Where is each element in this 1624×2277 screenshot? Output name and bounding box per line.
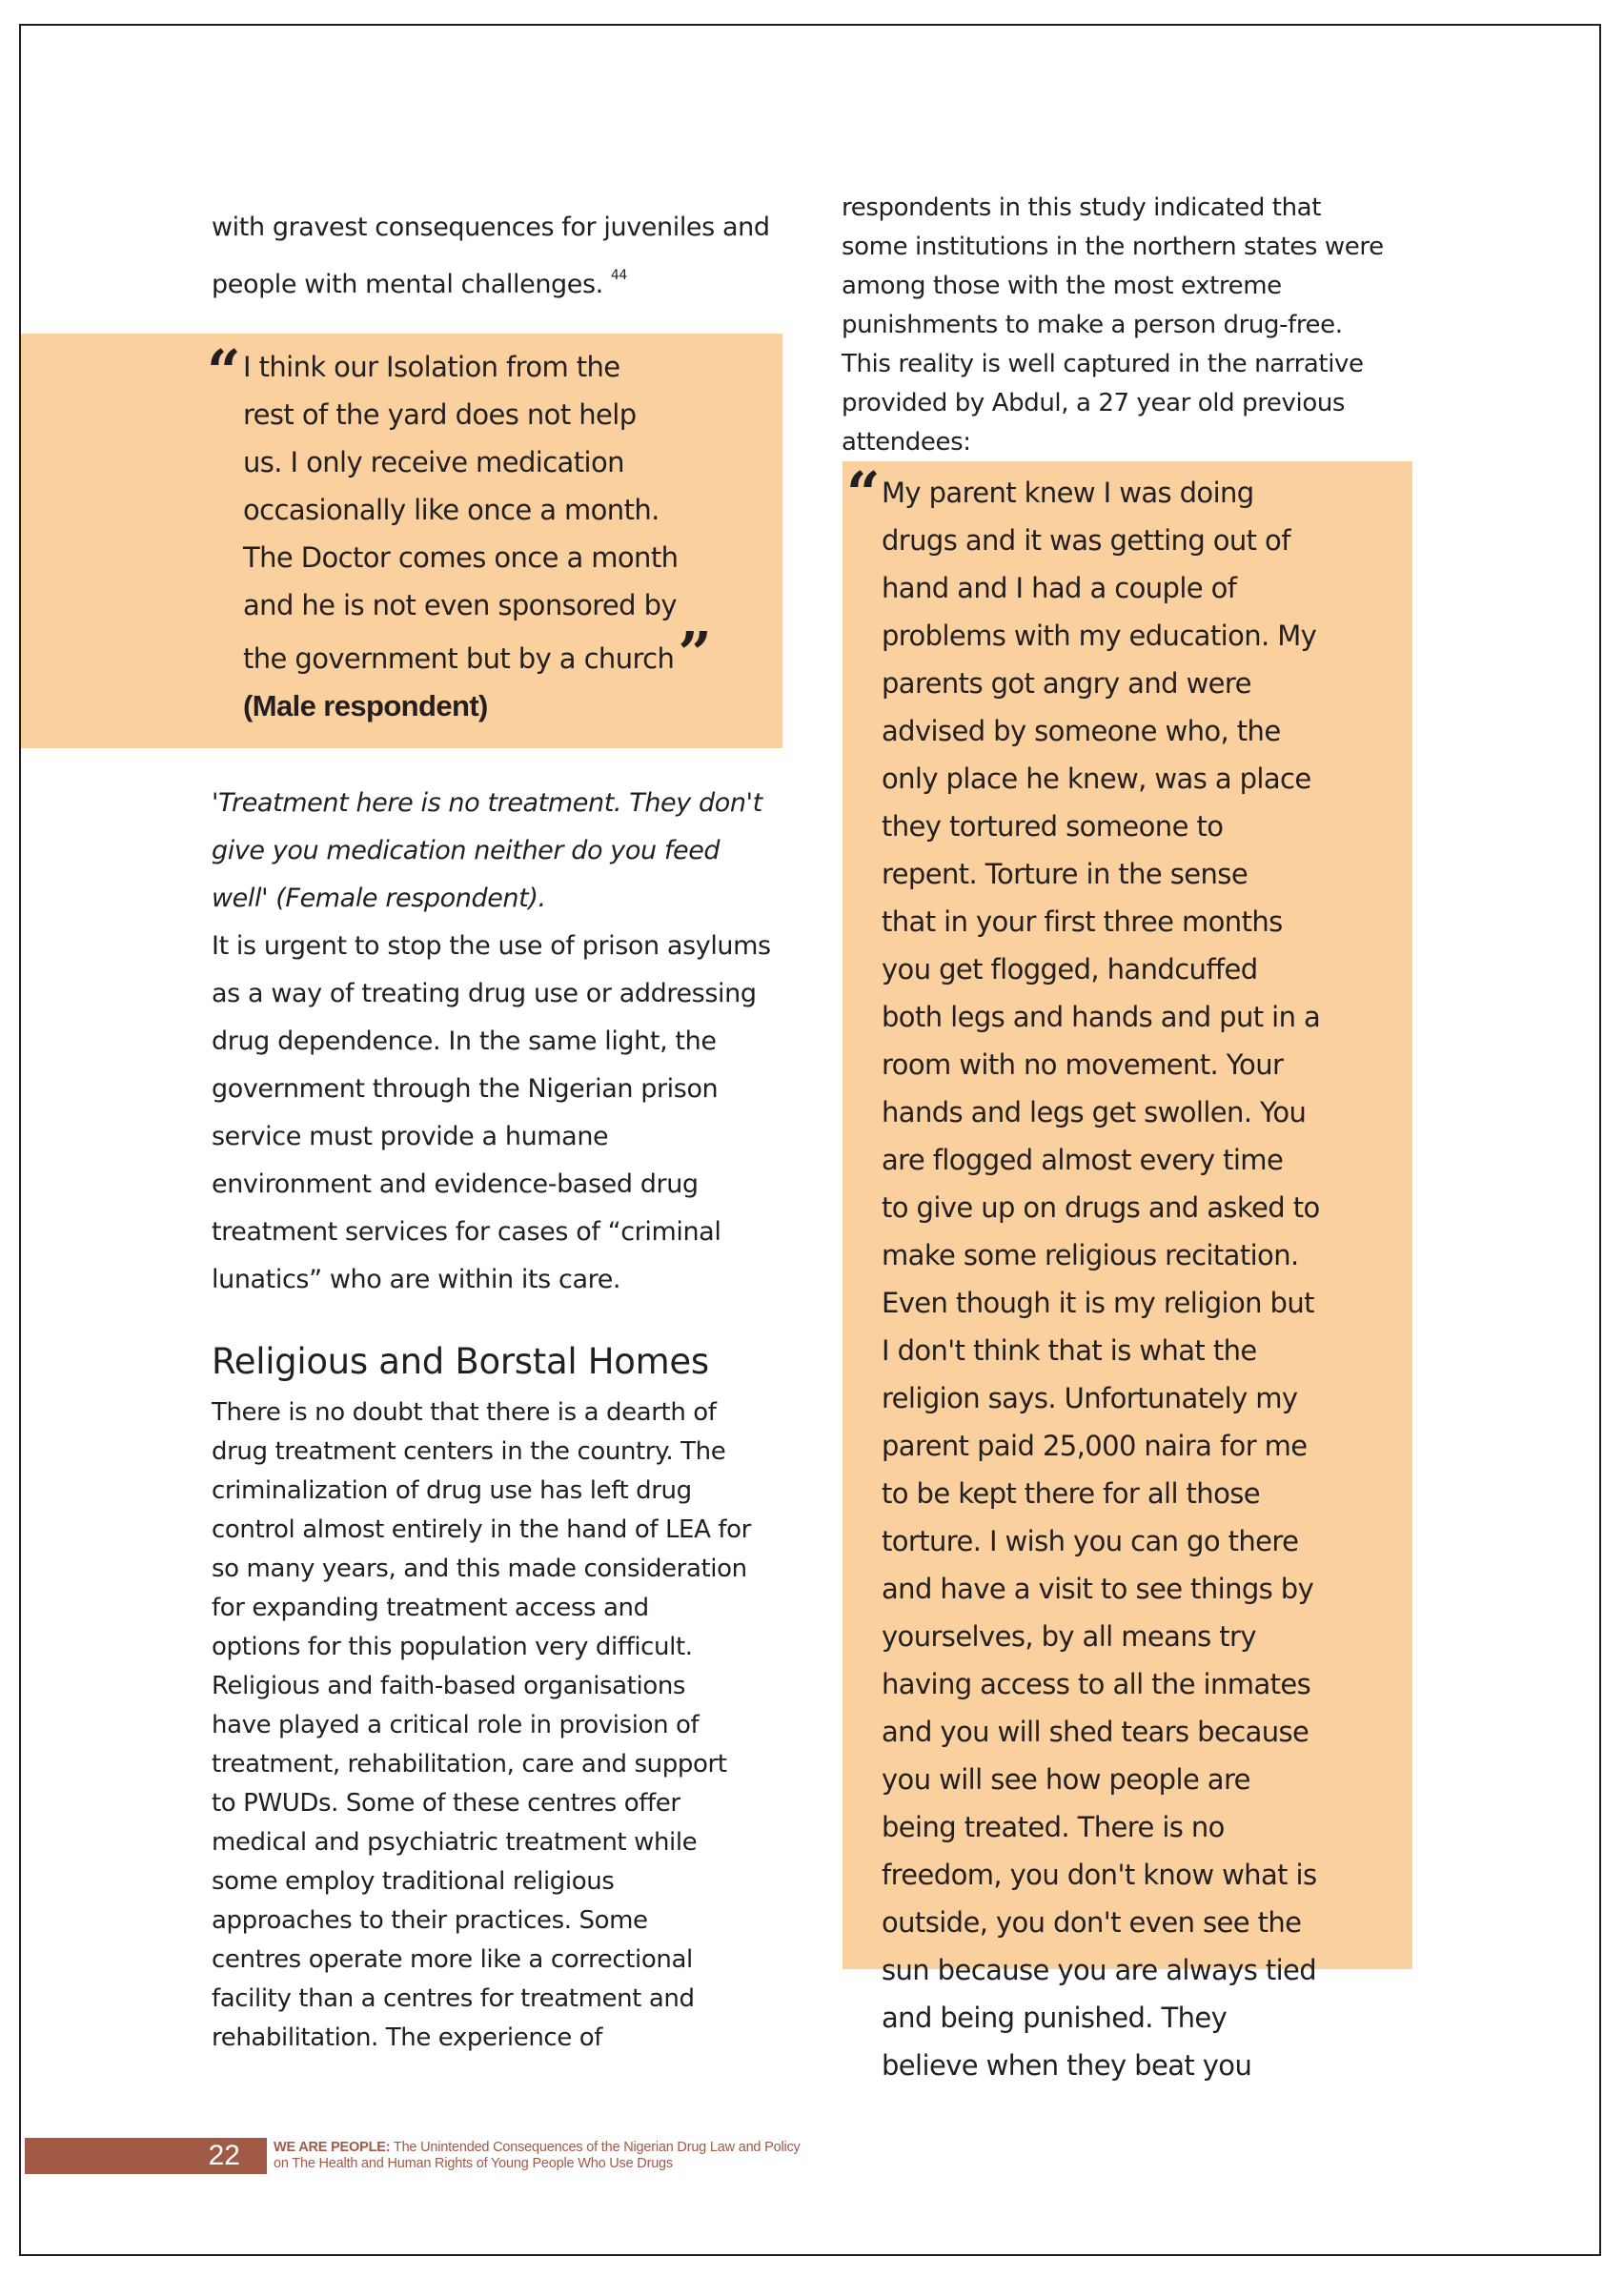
quote-line: freedom, you don't know what is [882,1859,1317,1891]
text-line: criminalization of drug use has left drug [212,1476,692,1505]
footer-publication-title [274,2140,801,2172]
quote-line: religion says. Unfortunately my [882,1382,1298,1414]
text-line: lunatics” who are within its care. [212,1265,621,1294]
text-line: It is urgent to stop the use of prison asylums [212,931,771,961]
quote-line: having access to all the inmates [882,1668,1311,1700]
quote-line: and you will shed tears because [882,1716,1309,1748]
open-quote-icon: “ [846,458,881,528]
text-line: treatment, rehabilitation, care and support [212,1750,727,1779]
text-line: respondents in this study indicated that [842,193,1321,222]
text-line: control almost entirely in the hand of LEA for [212,1515,751,1544]
text-line: some institutions in the northern states were [842,233,1384,261]
text-line: among those with the most extreme [842,272,1282,300]
quote-line: parent paid 25,000 naira for me [882,1430,1308,1462]
text-line: centres operate more like a correctional [212,1945,693,1974]
open-quote-icon: “ [207,336,241,406]
text-line: government through the Nigerian prison [212,1074,719,1104]
male-respondent-quote-box [21,334,782,748]
text-line: rehabilitation. The experience of [212,2023,603,2052]
footer-page-number-bar [25,2138,267,2174]
quote-line: make some religious recitation. [882,1239,1299,1271]
quote-line: outside, you don't even see the [882,1906,1302,1939]
section-heading: Religious and Borstal Homes [212,1341,709,1382]
text-line: There is no doubt that there is a dearth of [212,1398,717,1427]
text-line: drug treatment centers in the country. The [212,1437,726,1466]
quote-line: My parent knew I was doing [882,477,1254,509]
prison-asylum-paragraph [212,923,771,1304]
quote-line: both legs and hands and put in a [882,1001,1321,1033]
footer-title-bold: WE ARE PEOPLE: [274,2140,391,2155]
quote-line: room with no movement. Your [882,1048,1284,1081]
quote-line: the government but by a church” [243,619,712,688]
text-line: service must provide a humane [212,1122,609,1151]
quote-line: only place he knew, was a place [882,762,1311,795]
quote-line: to give up on drugs and asked to [882,1191,1320,1224]
left-intro-paragraph [212,204,770,309]
text-line: attendees: [842,428,971,457]
quote-line: well' (Female respondent). [212,884,546,913]
quote-line: torture. I wish you can go there [882,1525,1299,1557]
quote-line: and have a visit to see things by [882,1573,1314,1605]
text-line: provided by Abdul, a 27 year old previous [842,389,1346,417]
page-number: 22 [208,2140,240,2171]
quote-line: that in your first three months [882,905,1283,938]
quote-line: they tortured someone to [882,810,1224,843]
close-quote-icon: ” [678,619,712,688]
quote-line: yourselves, by all means try [882,1620,1256,1653]
text-line: with gravest consequences for juveniles and [212,213,770,242]
quote-line: occasionally like once a month. [243,494,660,526]
quote-line: I don't think that is what the [882,1334,1257,1367]
quote-line: I think our Isolation from the [243,351,620,383]
quote-line: give you medication neither do you feed [212,836,721,865]
quote-line: hands and legs get swollen. You [882,1096,1307,1128]
quote-line: and he is not even sponsored by [243,589,677,621]
footer-subtitle: on The Health and Human Rights of Young People Who Use Drugs [274,2156,673,2171]
quote-line: repent. Torture in the sense [882,858,1248,890]
quote-line: drugs and it was getting out of [882,524,1290,557]
quote-line: advised by someone who, the [882,715,1281,747]
female-respondent-quote [212,780,762,923]
quote-line: being treated. There is no [882,1811,1225,1843]
quote-attribution: (Male respondent) [243,689,488,722]
text-line: treatment services for cases of “criminal [212,1217,721,1247]
quote-line: you will see how people are [882,1763,1250,1796]
quote-line: and being punished. They [882,2002,1228,2034]
text-line: some employ traditional religious [212,1867,615,1896]
text-line: so many years, and this made consideration [212,1555,747,1583]
text-line: have played a critical role in provision of [212,1711,700,1739]
quote-line: sun because you are always tied [882,1954,1317,1986]
quote-line: problems with my education. My [882,620,1317,652]
religious-homes-paragraph [212,1393,751,2058]
quote-line: are flogged almost every time [882,1144,1284,1176]
male-respondent-quote [243,343,711,730]
text-line: to PWUDs. Some of these centres offer [212,1789,680,1818]
quote-line: The Doctor comes once a month [243,541,679,574]
quote-line: you get flogged, handcuffed [882,953,1258,986]
quote-line: to be kept there for all those [882,1477,1260,1510]
abdul-quote [882,469,1320,2089]
text-line: people with mental challenges. $^{44}$ [212,268,627,299]
text-line: approaches to their practices. Some [212,1906,648,1935]
text-line: environment and evidence-based drug [212,1169,699,1199]
quote-line: 'Treatment here is no treatment. They don't [212,788,762,818]
text-line: options for this population very difficult. [212,1633,693,1661]
text-line: facility than a centres for treatment and [212,1984,695,2013]
quote-line: believe when they beat you [882,2049,1252,2082]
text-line: as a way of treating drug use or addressing [212,979,757,1008]
quote-line: hand and I had a couple of [882,572,1237,604]
footer-title-rest: The Unintended Consequences of the Nigerian Drug Law and Policy [390,2140,801,2155]
abdul-quote-box [842,458,1412,2082]
quote-line: parents got angry and were [882,667,1251,700]
text-line: Religious and faith-based organisations [212,1672,686,1700]
text-line: drug dependence. In the same light, the [212,1027,717,1056]
text-line: medical and psychiatric treatment while [212,1828,698,1857]
quote-line: Even though it is my religion but [882,1287,1314,1319]
footer-title-line [274,2140,801,2156]
text-line: punishments to make a person drug-free. [842,311,1343,339]
text-line: for expanding treatment access and [212,1594,649,1622]
quote-line: rest of the yard does not help [243,398,637,431]
footnote-reference[interactable]: 44 [610,268,627,283]
right-intro-paragraph [842,189,1384,462]
quote-line: us. I only receive medication [243,446,624,478]
text-line: This reality is well captured in the narrative [842,350,1364,378]
